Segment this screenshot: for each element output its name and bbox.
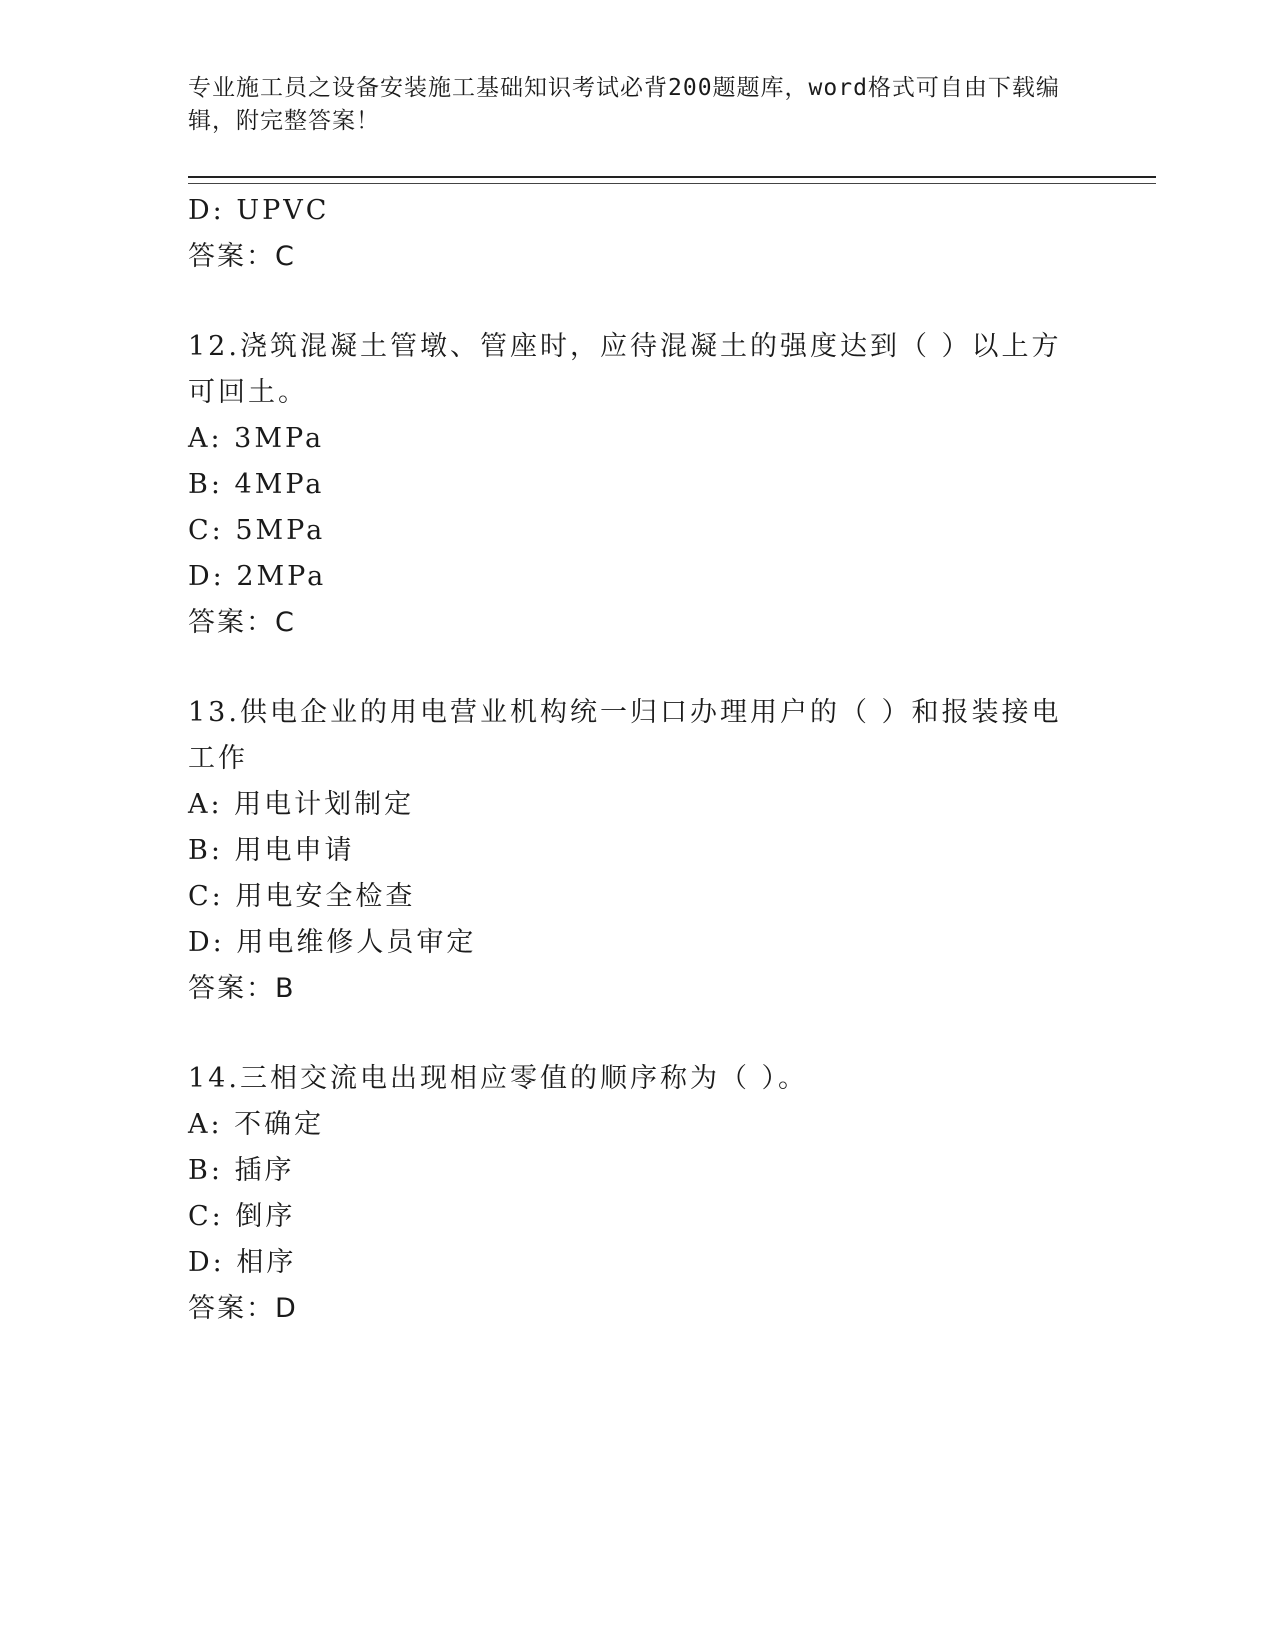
answer-line: 答案：C — [188, 607, 296, 638]
question-text: 14.三相交流电出现相应零值的顺序称为（ ）。 — [188, 1063, 809, 1094]
answer-line: 答案：B — [188, 973, 296, 1004]
question-text: 13.供电企业的用电营业机构统一归口办理用户的（ ）和报装接电工作 — [188, 697, 1062, 774]
question-12 — [188, 324, 1068, 646]
option-d: D: 相序 — [188, 1247, 297, 1278]
option-b: B: 用电申请 — [188, 835, 355, 866]
option-a: A: 用电计划制定 — [188, 789, 415, 820]
answer-line: 答案：D — [188, 1293, 298, 1324]
question-14 — [188, 1056, 1068, 1332]
option-d: D: 用电维修人员审定 — [188, 927, 477, 958]
option-b: B: 4MPa — [188, 469, 325, 500]
header-divider-thick — [188, 176, 1156, 178]
option-a: A: 3MPa — [188, 423, 325, 454]
document-body — [188, 188, 1068, 1332]
question-text: 12.浇筑混凝土管墩、管座时，应待混凝土的强度达到（ ）以上方可回土。 — [188, 331, 1062, 408]
question-13 — [188, 690, 1068, 1012]
previous-question-tail — [188, 188, 1068, 280]
option-c: C: 5MPa — [188, 515, 326, 546]
option-b: B: 插序 — [188, 1155, 295, 1186]
option-c: C: 倒序 — [188, 1201, 296, 1232]
option-a: A: 不确定 — [188, 1109, 325, 1140]
answer-line: 答案：C — [188, 241, 296, 272]
option-d: D: UPVC — [188, 195, 330, 226]
header-divider-thin — [188, 183, 1156, 184]
document-header: 专业施工员之设备安装施工基础知识考试必背200题题库，word格式可自由下载编辑，附完整答案！ — [188, 75, 1060, 134]
option-d: D: 2MPa — [188, 561, 327, 592]
option-c: C: 用电安全检查 — [188, 881, 416, 912]
